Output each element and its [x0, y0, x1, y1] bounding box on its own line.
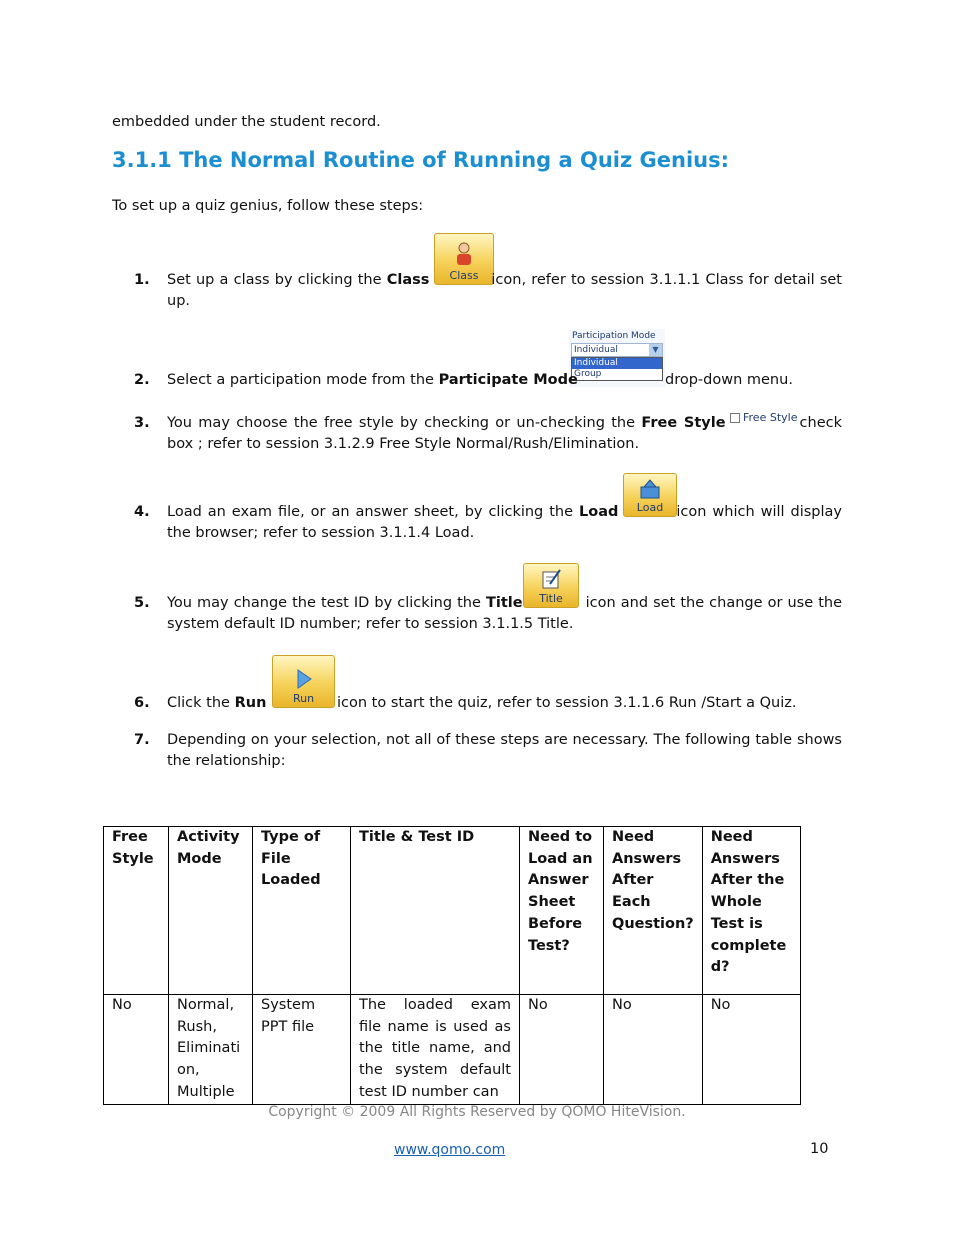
header-free-style: Free Style — [104, 827, 169, 995]
cell-title-test-id: The loaded exam file name is used as the title name, and the system default test ID number can — [351, 995, 520, 1105]
relationship-table — [103, 826, 801, 1105]
option-individual[interactable]: Individual — [572, 358, 662, 369]
step-5-bold: Title — [485, 595, 523, 611]
step-1-bold: Class — [386, 272, 430, 288]
step-6-post: icon to start the quiz, refer to session 3.1.1.6 Run /Start a Quiz. — [337, 695, 797, 711]
step-3-text — [167, 413, 842, 455]
header-answer-sheet: Need to Load an Answer Sheet Before Test? — [520, 827, 604, 995]
step-1-post: icon, refer to session 3.1.1.1 Class for detail set up. — [167, 272, 842, 309]
step-2-text — [167, 370, 578, 391]
section-heading: 3.1.1 The Normal Routine of Running a Quiz Genius: — [112, 148, 730, 172]
step-1-number: 1. — [134, 272, 150, 288]
step-4-pre: Load an exam file, or an answer sheet, by clicking the — [167, 504, 579, 520]
cell-answer-sheet: No — [520, 995, 604, 1105]
participation-mode-label: Participation Mode — [572, 331, 656, 341]
class-icon — [453, 241, 475, 267]
free-style-checkbox-label: Free Style — [743, 411, 798, 424]
copyright: Copyright © 2009 All Rights Reserved by QOMO HiteVision. — [268, 1104, 686, 1120]
step-4-bold: Load — [579, 504, 619, 520]
step-2-number: 2. — [134, 372, 150, 388]
load-button-label: Load — [636, 501, 664, 514]
header-answers-whole: Need Answers After the Whole Test is complete d? — [702, 827, 800, 995]
website-link[interactable]: www.qomo.com — [394, 1142, 506, 1158]
cell-file-type: System PPT file — [253, 995, 351, 1105]
step-6-text — [167, 693, 266, 714]
step-1-pre: Set up a class by clicking the — [167, 272, 387, 288]
participation-mode-select[interactable] — [571, 343, 663, 357]
option-group[interactable]: Group — [574, 369, 602, 379]
step-4-post: icon which will display the browser; refer to session 3.1.1.4 Load. — [167, 504, 843, 541]
table-row — [104, 995, 801, 1105]
step-1-text — [167, 270, 842, 312]
step-3-number: 3. — [134, 415, 150, 431]
class-button-label: Class — [449, 269, 479, 282]
participation-mode-dropdown[interactable] — [569, 329, 665, 387]
step-3-pre: You may choose the free style by checking or un-checking the — [167, 415, 642, 431]
participation-mode-selected: Individual — [574, 345, 618, 355]
page-number: 10 — [810, 1141, 829, 1157]
title-button-label: Title — [539, 592, 563, 605]
step-4-text — [167, 502, 842, 544]
step-7-number: 7. — [134, 732, 150, 748]
step-2-bold: Participate Mode — [438, 372, 578, 388]
play-icon — [294, 668, 314, 690]
step-4-number: 4. — [134, 504, 150, 520]
step-6-pre: Click the — [167, 695, 235, 711]
step-2-post: drop-down menu. — [665, 372, 793, 388]
setup-line: To set up a quiz genius, follow these steps: — [112, 198, 424, 214]
cell-activity-mode: Normal, Rush, Eliminati on, Multiple — [169, 995, 253, 1105]
header-activity-mode: Activity Mode — [169, 827, 253, 995]
cell-answers-each: No — [604, 995, 703, 1105]
cell-free-style: No — [104, 995, 169, 1105]
run-button[interactable] — [272, 655, 335, 708]
step-7-text: Depending on your selection, not all of these steps are necessary. The following table shows the relationship: — [167, 732, 842, 769]
step-5-post: icon and set the change or use the system default ID number; refer to session 3.1.1.5 Title. — [167, 595, 843, 632]
step-6-number: 6. — [134, 695, 150, 711]
run-button-label: Run — [292, 692, 315, 705]
step-6-bold: Run — [234, 695, 267, 711]
participation-mode-list — [571, 357, 663, 381]
step-5-number: 5. — [134, 595, 150, 611]
intro-fragment: embedded under the student record. — [112, 114, 381, 130]
step-3-post: check box ; refer to session 3.1.2.9 Free Style Normal/Rush/Elimination. — [167, 415, 842, 452]
step-5-text — [167, 593, 842, 635]
load-icon — [639, 479, 661, 499]
header-title-test-id: Title & Test ID — [351, 827, 520, 995]
title-icon — [540, 568, 562, 590]
chevron-down-icon[interactable]: ▼ — [649, 344, 662, 356]
cell-answers-whole: No — [702, 995, 800, 1105]
header-file-type: Type of File Loaded — [253, 827, 351, 995]
step-5-pre: You may change the test ID by clicking the — [167, 595, 486, 611]
header-answers-each: Need Answers After Each Question? — [604, 827, 703, 995]
step-3-bold: Free Style — [641, 415, 726, 431]
step-2-pre: Select a participation mode from the — [167, 372, 439, 388]
table-header-row — [104, 827, 801, 995]
